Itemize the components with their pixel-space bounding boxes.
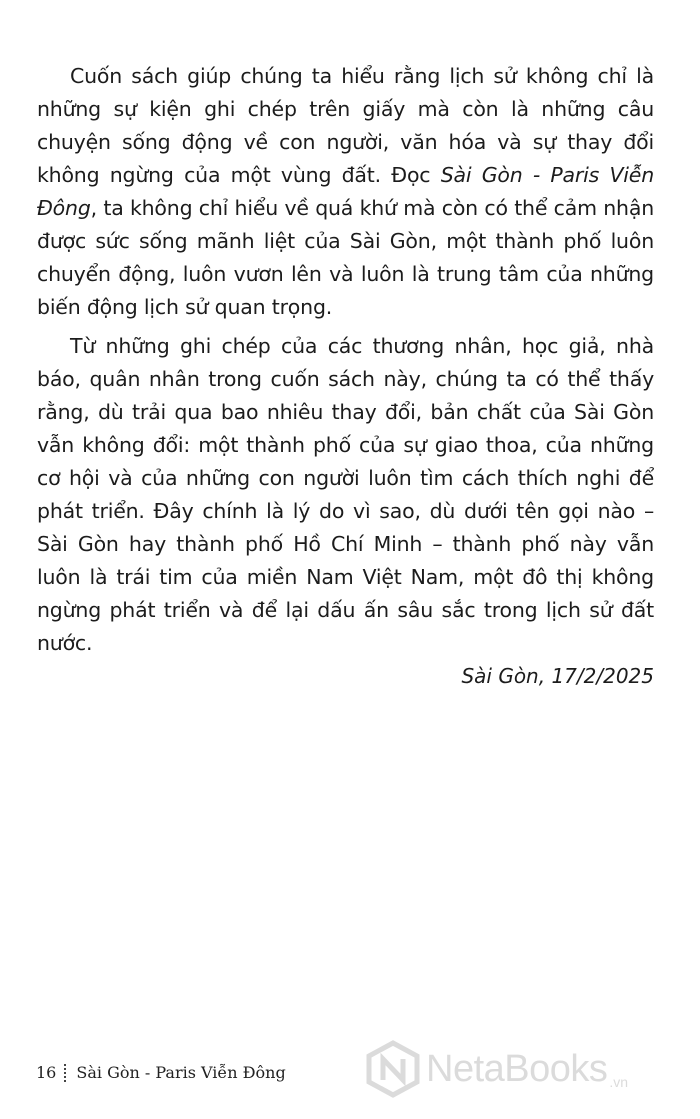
watermark-text: NetaBooks (426, 1047, 608, 1090)
paragraph-1-after-title: , ta không chỉ hiểu về quá khứ mà còn có thể cảm nhận được sức sống mãnh liệt của Sài Gòn, một thành phố luôn chuyển động, luôn vươn lên và luôn là trung tâm của những biến động lịch sử quan trọng. (37, 196, 654, 319)
paragraph-1-before-title: Cuốn sách giúp chúng ta hiểu rằng lịch sử không chỉ là những sự kiện ghi chép trên giấy mà còn là những câu chuyện sống động về con người, văn hóa và sự thay đổi không ngừng của một vùng đất. Đọc (37, 64, 654, 187)
paragraph-1 (37, 60, 654, 324)
watermark-suffix: .vn (609, 1074, 629, 1090)
running-title: Sài Gòn - Paris Viễn Đông (76, 1063, 286, 1082)
page-body (37, 60, 654, 666)
paragraph-2: Từ những ghi chép của các thương nhân, học giả, nhà báo, quân nhân trong cuốn sách này, chúng ta có thể thấy rằng, dù trải qua bao nhiêu thay đổi, bản chất của Sài Gòn vẫn không đổi: một thành phố của sự giao thoa, của những cơ hội và của những con người luôn tìm cách thích nghi để phát triển. Đây chính là lý do vì sao, dù dưới tên gọi nào – Sài Gòn hay thành phố Hồ Chí Minh – thành phố này vẫn luôn là trái tim của miền Nam Việt Nam, một đô thị không ngừng phát triển và để lại dấu ấn sâu sắc trong lịch sử đất nước. (37, 334, 654, 655)
netabooks-logo-icon (366, 1040, 420, 1098)
footer-separator (64, 1064, 68, 1082)
book-title: Sài Gòn - Paris Viễn Đông (37, 163, 654, 220)
watermark (366, 1040, 628, 1098)
dateline: Sài Gòn, 17/2/2025 (461, 664, 654, 688)
page-footer (36, 1063, 286, 1082)
page-number: 16 (36, 1063, 57, 1082)
